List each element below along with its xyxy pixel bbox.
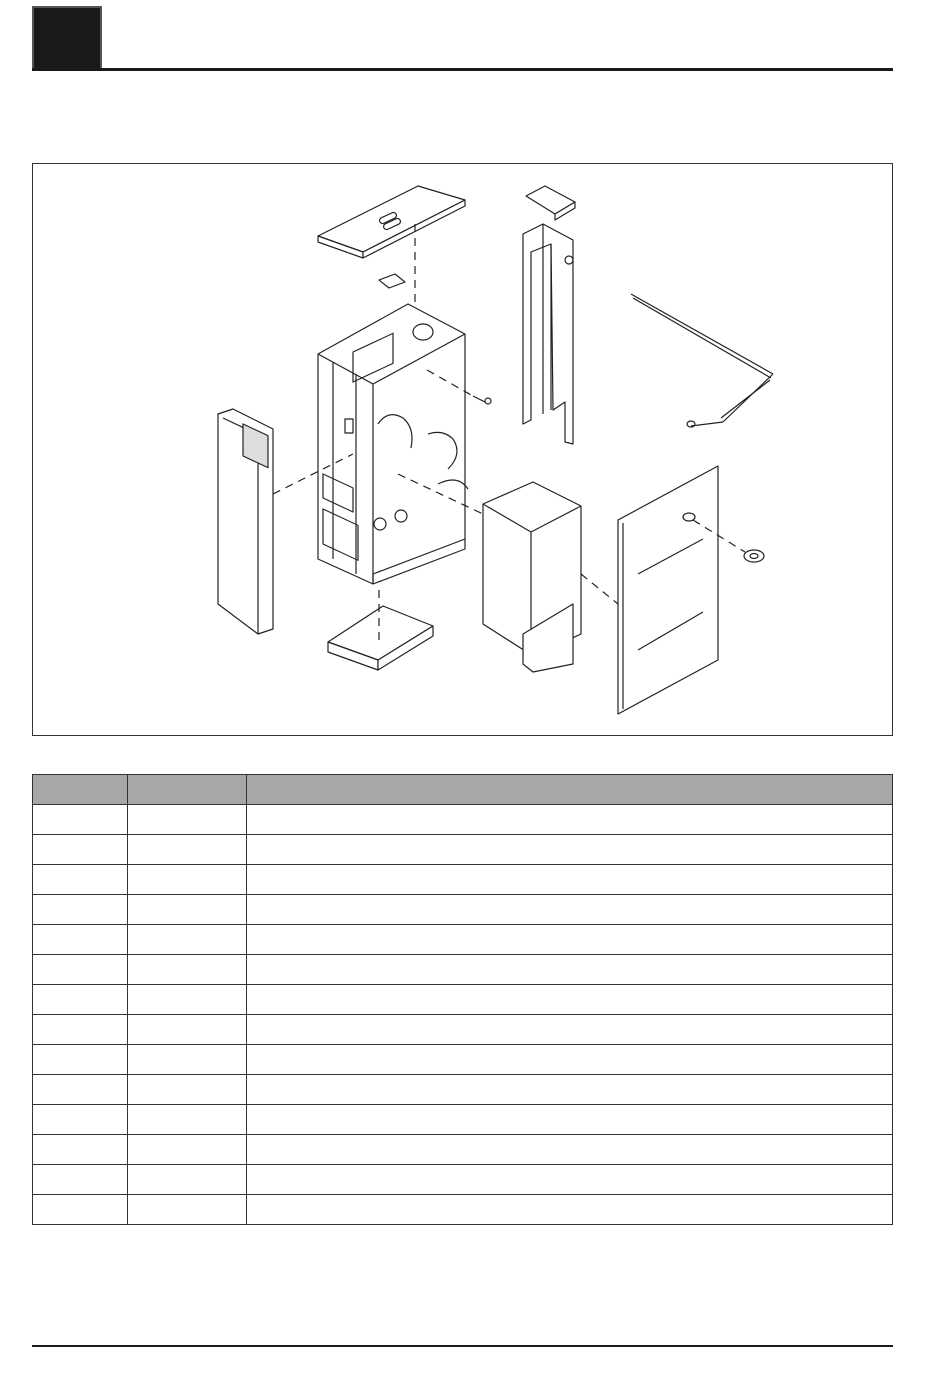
table-row — [33, 805, 893, 835]
table-cell — [247, 865, 893, 895]
table-cell — [247, 1105, 893, 1135]
table-cell — [33, 985, 128, 1015]
table-row — [33, 925, 893, 955]
column-header — [247, 775, 893, 805]
table-row — [33, 1165, 893, 1195]
table-cell — [128, 835, 247, 865]
table-cell — [247, 1195, 893, 1225]
grommet-part — [744, 550, 764, 562]
table-cell — [247, 985, 893, 1015]
table-cell — [33, 865, 128, 895]
table-cell — [128, 925, 247, 955]
table-cell — [128, 1105, 247, 1135]
screw-part — [473, 396, 491, 404]
table-cell — [33, 955, 128, 985]
small-cap-part — [526, 186, 575, 220]
table-row — [33, 955, 893, 985]
table-cell — [33, 1135, 128, 1165]
table-cell — [247, 805, 893, 835]
probe-tube — [631, 294, 773, 427]
table-cell — [128, 985, 247, 1015]
table-cell — [128, 1195, 247, 1225]
table-cell — [247, 835, 893, 865]
table-cell — [247, 1075, 893, 1105]
table-cell — [128, 1045, 247, 1075]
top-cover-panel — [318, 186, 465, 258]
table-cell — [33, 805, 128, 835]
table-row — [33, 1135, 893, 1165]
table-cell — [247, 1165, 893, 1195]
footer-rule — [32, 1345, 893, 1347]
table-row — [33, 835, 893, 865]
parts-table — [32, 774, 893, 1225]
table-cell — [128, 1075, 247, 1105]
table-cell — [247, 1135, 893, 1165]
base-tray — [328, 606, 433, 670]
lower-front-cover — [483, 482, 581, 672]
table-cell — [128, 865, 247, 895]
filter-plate — [379, 274, 405, 288]
column-header — [128, 775, 247, 805]
table-row — [33, 1105, 893, 1135]
column-header — [33, 775, 128, 805]
table-cell — [247, 895, 893, 925]
table-cell — [33, 835, 128, 865]
table-cell — [33, 1105, 128, 1135]
table-cell — [247, 925, 893, 955]
main-chassis — [318, 304, 468, 584]
table-cell — [128, 1015, 247, 1045]
table-cell — [33, 1045, 128, 1075]
header-rule — [32, 68, 893, 71]
table-cell — [33, 925, 128, 955]
section-marker-block — [32, 6, 102, 70]
table-cell — [128, 805, 247, 835]
table-cell — [33, 1015, 128, 1045]
table-row — [33, 895, 893, 925]
table-cell — [128, 1165, 247, 1195]
table-header-row — [33, 775, 893, 805]
table-cell — [33, 1165, 128, 1195]
table-row — [33, 865, 893, 895]
table-cell — [247, 1015, 893, 1045]
table-cell — [33, 895, 128, 925]
table-row — [33, 1045, 893, 1075]
table-row — [33, 1015, 893, 1045]
table-cell — [247, 1045, 893, 1075]
table-cell — [33, 1195, 128, 1225]
table-row — [33, 1195, 893, 1225]
right-side-panel — [618, 466, 718, 714]
table-cell — [128, 895, 247, 925]
exploded-view-drawing — [33, 164, 894, 737]
table-cell — [128, 1135, 247, 1165]
exploded-view-figure — [32, 163, 893, 736]
table-row — [33, 1075, 893, 1105]
table-cell — [128, 955, 247, 985]
side-channel-panel — [523, 224, 573, 444]
table-cell — [247, 955, 893, 985]
table-row — [33, 985, 893, 1015]
table-cell — [33, 1075, 128, 1105]
front-left-panel — [218, 409, 273, 634]
